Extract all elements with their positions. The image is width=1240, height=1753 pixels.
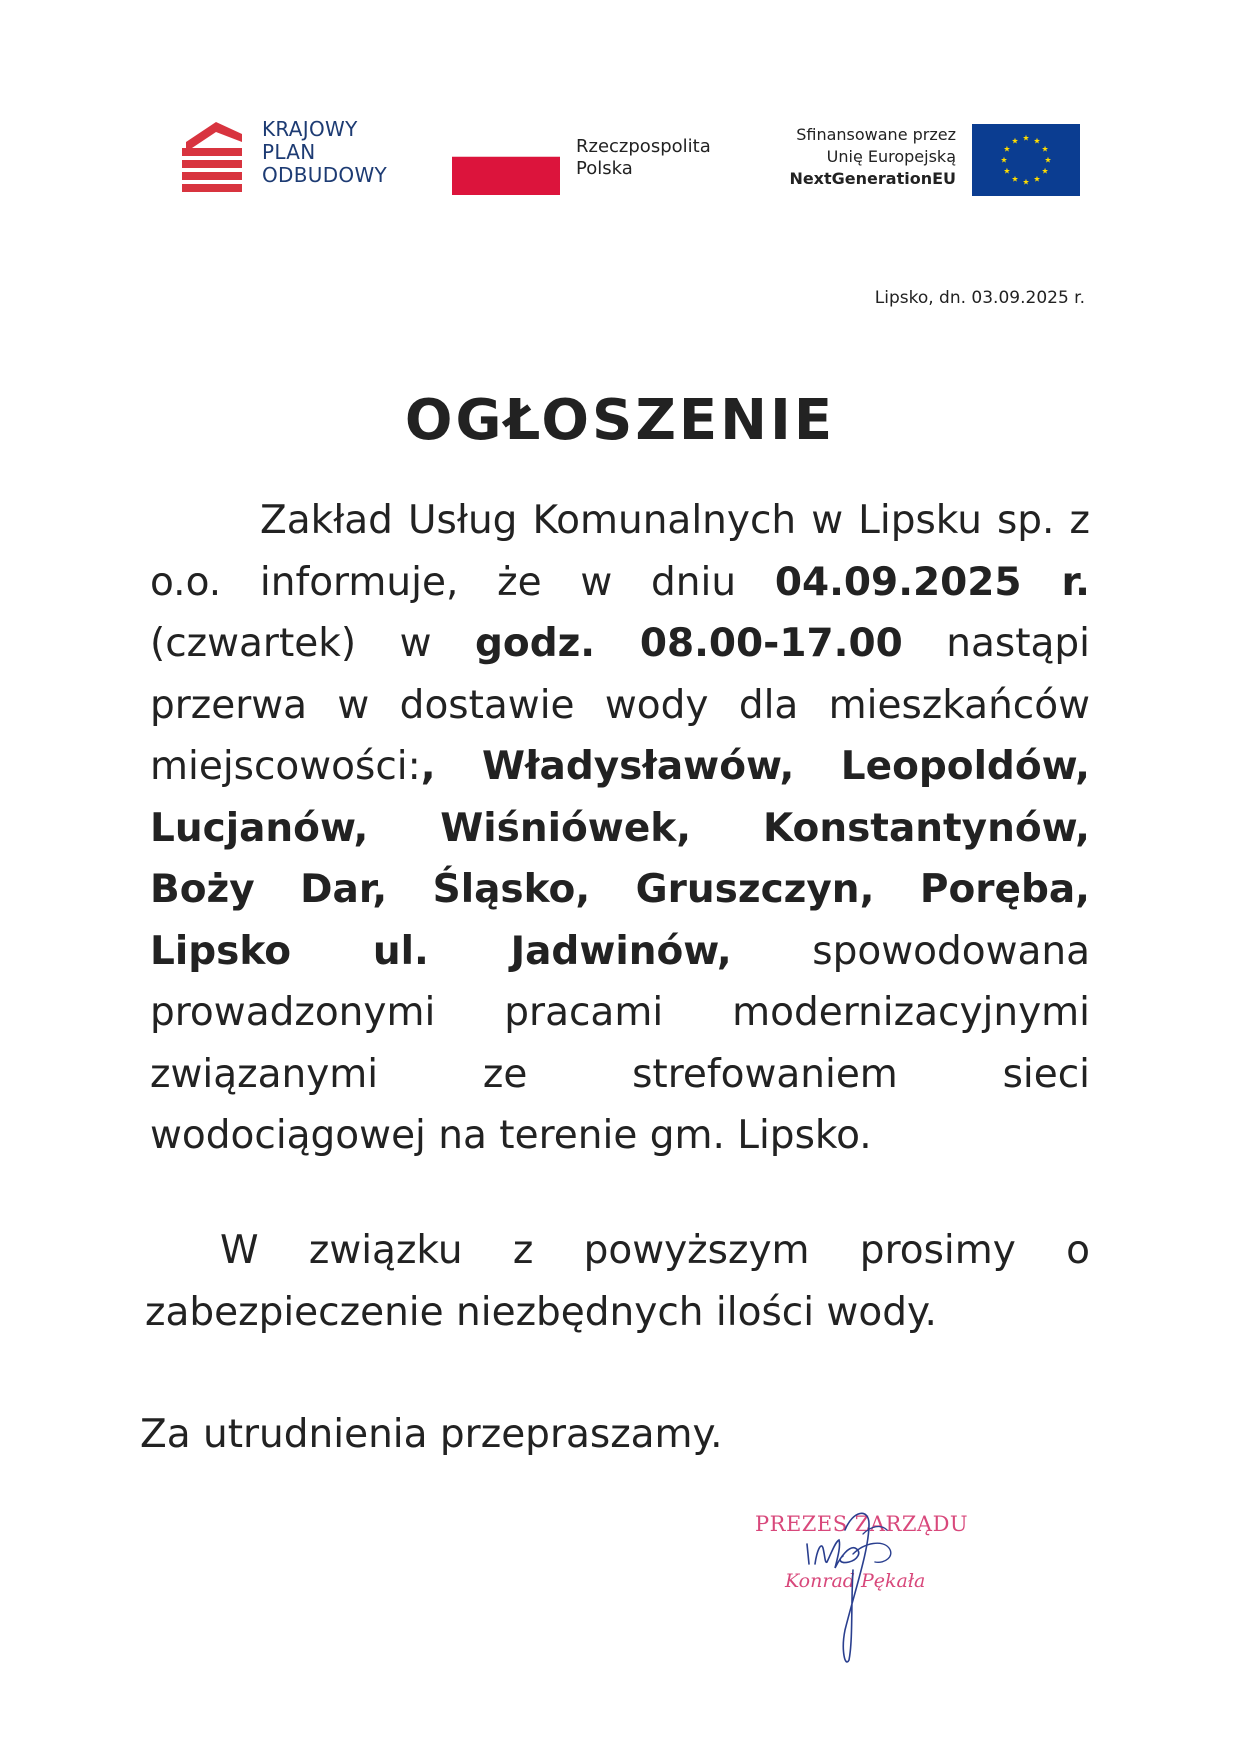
rp-logo: [452, 136, 742, 196]
document-date: Lipsko, dn. 03.09.2025 r.: [874, 288, 1085, 308]
p1-text-1: Zakład Usług Komunalnych w Lipsku sp. z o.o. informuje, że w dniu: [150, 498, 1090, 605]
page-title: OGŁOSZENIE: [404, 388, 836, 453]
p1-text-2: (czwartek) w: [150, 621, 475, 666]
p1-hours: godz. 08.00-17.00: [474, 621, 903, 666]
eu-logo-text: [789, 124, 956, 190]
rp-logo-text: [576, 136, 711, 180]
closing-line: Za utrudnienia przepraszamy.: [140, 1412, 723, 1457]
stamp-title: PREZES ZARZĄDU: [755, 1512, 969, 1536]
kpo-stripes-icon: [182, 120, 246, 196]
eu-line-2: Unię Europejską: [826, 147, 956, 166]
eu-line-1: Sfinansowane przez: [796, 125, 956, 144]
rp-line-1: Rzeczpospolita: [576, 136, 711, 157]
eu-logo: [740, 124, 1080, 200]
signature-icon: [745, 1490, 985, 1670]
p1-localities: , Władysławów, Leopoldów, Lucjanów, Wiśniówek, Konstantynów, Boży Dar, Śląsko, Gruszczyn, Poręba, Lipsko ul. Jadwinów,: [150, 744, 1090, 974]
paragraph-2: W związku z powyższym prosimy o zabezpieczenie niezbędnych ilości wody.: [145, 1228, 1090, 1335]
eu-flag-icon: [972, 124, 1080, 196]
kpo-line-3: ODBUDOWY: [262, 163, 388, 187]
p1-date: 04.09.2025 r.: [774, 559, 1090, 605]
announcement-body: [150, 490, 1090, 1167]
stamp: [745, 1490, 985, 1670]
eu-line-3: NextGenerationEU: [789, 169, 956, 188]
p1-text-4: spowodowana prowadzonymi pracami modernizacyjnymi związanymi ze strefowaniem sieci wodociągowej na terenie gm. Lipsko.: [150, 928, 1091, 1158]
polish-flag-icon: [452, 156, 560, 195]
stamp-name: Konrad Pękała: [785, 1570, 926, 1592]
kpo-logo: [182, 118, 422, 198]
kpo-line-1: KRAJOWY: [262, 117, 358, 141]
rp-line-2: Polska: [576, 158, 633, 179]
paragraph-1: [150, 490, 1090, 1167]
kpo-line-2: PLAN: [262, 140, 316, 164]
kpo-logo-text: [262, 118, 387, 187]
p1-text-3: nastąpi przerwa w dostawie wody dla mieszkańców miejscowości:: [150, 621, 1090, 789]
